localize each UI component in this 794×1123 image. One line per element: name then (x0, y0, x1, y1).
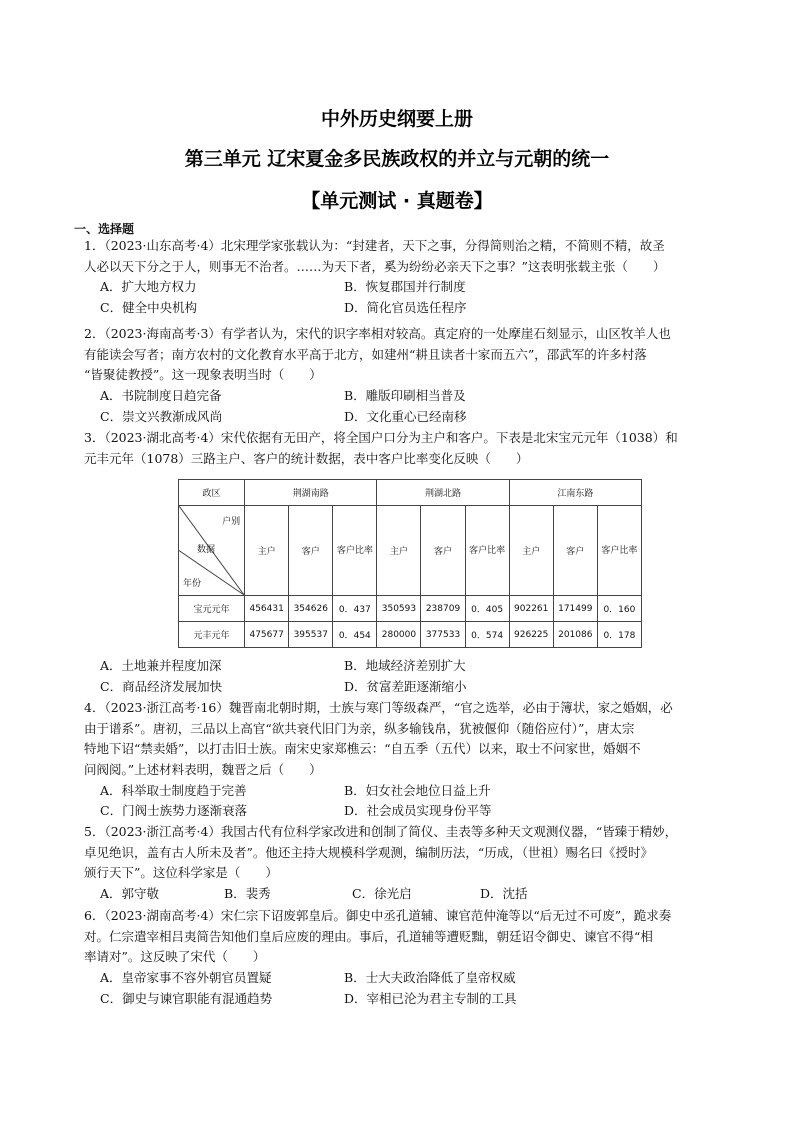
table-cell: 0．437 (333, 596, 377, 622)
header-region: 荆湖南路 (245, 480, 377, 506)
option-c: C．商品经济发展加快 (100, 678, 223, 694)
option-d: D．沈括 (480, 886, 528, 902)
question-line: 率请对”。这反映了宋代（ ） (84, 949, 266, 965)
question-2 (84, 324, 724, 427)
question-line: 卓见绝识，盖有古人所未及者”。他还主持大规模科学观测，编制历法，“历成，（世祖）赐名曰《授时》 (84, 844, 654, 860)
table-cell: 0．574 (465, 622, 509, 648)
option-b: B．士大夫政治降低了皇帝权威 (344, 970, 516, 986)
question-line: 由于谱系”。唐初，三品以上高官“欲共衰代旧门为亲，纵多输钱帛，犹被偃仰（随俗应付）”，唐太宗 (84, 720, 635, 736)
row-year: 元丰元年 (179, 622, 245, 648)
table-row (179, 622, 642, 648)
option-c: C．门阀士族势力逐渐衰落 (100, 803, 248, 819)
table-cell: 475677 (245, 622, 289, 648)
table-cell: 395537 (289, 622, 333, 648)
col-header: 客户 (553, 506, 597, 596)
question-line: 4．（2023·浙江高考·16）魏晋南北朝时期，士族与寒门等级森严，“官之选举，必由于簿状，家之婚姻，必 (84, 700, 673, 715)
question-3 (84, 428, 724, 469)
question-3-options (84, 656, 724, 697)
household-table (178, 479, 642, 648)
question-1 (84, 236, 724, 319)
test-subtitle: 【单元测试 · 真题卷】 (301, 190, 493, 212)
option-d: D．贫富差距逐渐缩小 (344, 678, 467, 694)
table-cell: 456431 (245, 596, 289, 622)
table-cell: 280000 (377, 622, 421, 648)
option-d: D．简化官员选任程序 (344, 300, 467, 316)
option-b: B．妇女社会地位日益上升 (344, 782, 491, 798)
question-line: 特地下诏“禁卖婚”，以打击旧士族。南宋史家郑樵云：“自五季（五代）以来，取士不问家世，婚姻不 (84, 741, 641, 757)
col-header: 客户 (421, 506, 465, 596)
table-cell: 0．454 (333, 622, 377, 648)
option-d: D．社会成员实现身份平等 (344, 803, 492, 819)
option-a: A．扩大地方权力 (100, 279, 197, 295)
table-cell: 171499 (553, 596, 597, 622)
question-line: 人必以天下分之于人，则事无不治者。……为天下者，奚为纷纷必亲天下之事？”这表明张载主张（ ） (84, 258, 666, 274)
col-header: 客户比率 (597, 506, 641, 596)
option-b: B．裴秀 (224, 886, 271, 902)
question-line: 6．（2023·湖南高考·4）宋仁宗下诏废郭皇后。御史中丞孔道辅、谏官范仲淹等以“后无过不可废”，跪求奏 (84, 908, 672, 923)
table-cell: 902261 (509, 596, 553, 622)
diag-label-data: 数据 (197, 545, 216, 555)
diag-label-type: 户别 (222, 517, 241, 527)
option-c: C．御史与谏官职能有混通趋势 (100, 990, 273, 1006)
option-d: D．宰相已沦为君主专制的工具 (344, 990, 517, 1006)
question-line: 颁行天下”。这位科学家是（ ） (84, 865, 278, 881)
diag-label-year: 年份 (183, 579, 202, 589)
question-line: “皆聚徒教授”。这一现象表明当时（ ） (84, 367, 322, 383)
question-line: 1．（2023·山东高考·4）北宋理学家张载认为：“封建者，天下之事，分得简则治之精，不简则不精，故圣 (84, 238, 665, 253)
table-cell: 238709 (421, 596, 465, 622)
question-line: 问阀阅。”上述材料表明，魏晋之后（ ） (84, 762, 322, 778)
option-a: A．科举取士制度趋于完善 (100, 782, 247, 798)
col-header: 主户 (377, 506, 421, 596)
table-cell: 350593 (377, 596, 421, 622)
option-a: A．郭守敬 (100, 886, 160, 902)
diagonal-header-cell (179, 506, 245, 596)
col-header: 主户 (509, 506, 553, 596)
option-b: B．雕版印刷相当普及 (344, 388, 466, 404)
table-cell: 377533 (421, 622, 465, 648)
table-cell: 0．160 (597, 596, 641, 622)
table-cell: 354626 (289, 596, 333, 622)
question-line: 5．（2023·浙江高考·4）我国古代有位科学家改进和创制了简仪、圭表等多种天文观测仪器，“皆臻于精妙， (84, 824, 678, 839)
unit-title: 第三单元 辽宋夏金多民族政权的并立与元朝的统一 (184, 148, 610, 170)
col-header: 客户比率 (333, 506, 377, 596)
option-c: C．健全中央机构 (100, 300, 198, 316)
question-line: 对。仁宗遣宰相吕夷简告知他们皇后应废的理由。事后，孔道辅等遭贬黜，朝廷诏令御史、谏官不得“相 (84, 928, 653, 944)
question-5 (84, 822, 724, 905)
option-a: A．皇帝家事不容外朝官员置疑 (100, 970, 272, 986)
question-line: 有能读会写者；南方农村的文化教育水平高于北方，如建州“耕且读者十家而五六”，邵武军的许多村落 (84, 346, 647, 362)
col-header: 主户 (245, 506, 289, 596)
col-header: 客户 (289, 506, 333, 596)
option-c: C．崇文兴教渐成风尚 (100, 408, 223, 424)
question-line: 3．（2023·湖北高考·4）宋代依据有无田产，将全国户口分为主户和客户。下表是北宋宝元元年（1038）和 (84, 430, 678, 445)
header-region: 江南东路 (509, 480, 641, 506)
table-cell: 926225 (509, 622, 553, 648)
header-region: 荆湖北路 (377, 480, 509, 506)
option-c: C．徐光启 (352, 886, 412, 902)
col-header: 客户比率 (465, 506, 509, 596)
option-a: A．土地兼并程度加深 (100, 658, 222, 673)
header-region-label: 政区 (179, 480, 245, 506)
table-cell: 201086 (553, 622, 597, 648)
question-line: 2．（2023·海南高考·3）有学者认为，宋代的识字率相对较高。真定府的一处摩崖石刻显示，山区牧羊人也 (84, 326, 671, 341)
question-line: 元丰元年（1078）三路主户、客户的统计数据，表中客户比率变化反映（ ） (84, 450, 529, 466)
table-cell: 0．405 (465, 596, 509, 622)
row-year: 宝元元年 (179, 596, 245, 622)
table-cell: 0．178 (597, 622, 641, 648)
question-4 (84, 698, 724, 822)
book-title: 中外历史纲要上册 (320, 108, 473, 130)
option-b: B．恢复郡国并行制度 (344, 279, 466, 295)
section-heading: 一、选择题 (74, 222, 135, 236)
question-6 (84, 906, 724, 1009)
option-d: D．文化重心已经南移 (344, 408, 467, 424)
option-a: A．书院制度日趋完备 (100, 388, 222, 404)
option-b: B．地域经济差别扩大 (344, 658, 466, 673)
table-row (179, 596, 642, 622)
